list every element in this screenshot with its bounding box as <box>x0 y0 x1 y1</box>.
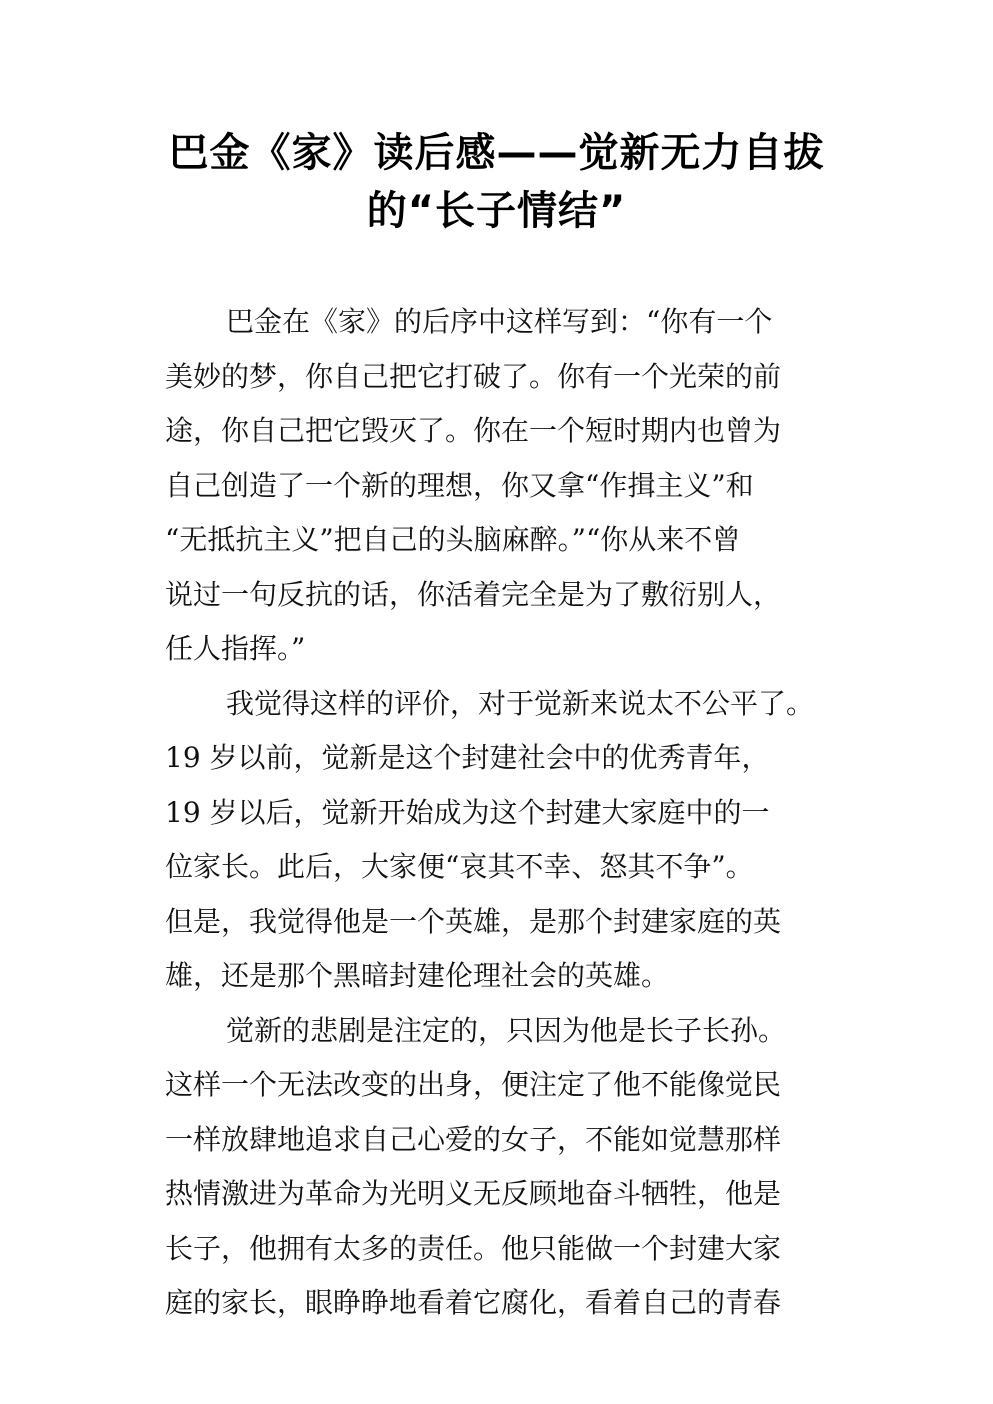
text-line: 一样放肆地追求自己心爱的女子，不能如觉慧那样 <box>165 1122 782 1156</box>
text-line: 位家长。此后，大家便“哀其不幸、怒其不争”。 <box>165 850 754 883</box>
text-line: 觉新的悲剧是注定的，只因为他是长子长孙。 <box>226 1013 787 1047</box>
text-line: “无抵抗主义”把自己的头脑麻醉。”“你从来不曾 <box>165 523 741 556</box>
paragraph <box>165 1004 865 1331</box>
text-line: 19 岁以前，觉新是这个封建社会中的优秀青年， <box>165 741 770 774</box>
text-line: 巴金在《家》的后序中这样写到：“你有一个 <box>226 305 773 338</box>
title-line: 的“长子情结” <box>366 188 627 234</box>
text-line: 美妙的梦，你自己把它打破了。你有一个光荣的前 <box>165 359 782 393</box>
paragraph <box>165 295 865 677</box>
document-title <box>150 124 843 240</box>
text-line: 但是，我觉得他是一个英雄，是那个封建家庭的英 <box>165 904 782 938</box>
text-line: 任人指挥。” <box>165 632 306 665</box>
title-line: 巴金《家》读后感——觉新无力自拔 <box>168 130 825 176</box>
text-line: 长子，他拥有太多的责任。他只能做一个封建大家 <box>165 1231 782 1265</box>
text-line: 雄，还是那个黑暗封建伦理社会的英雄。 <box>165 959 670 992</box>
text-line: 热情激进为革命为光明义无反顾地奋斗牺牲，他是 <box>165 1177 782 1210</box>
text-line: 自己创造了一个新的理想，你又拿“作揖主义”和 <box>165 468 754 502</box>
text-line: 庭的家长，眼睁睁地看着它腐化，看着自己的青春 <box>165 1286 782 1319</box>
paragraph <box>165 677 865 1004</box>
text-line: 19 岁以后，觉新开始成为这个封建大家庭中的一 <box>165 795 770 829</box>
text-line: 这样一个无法改变的出身，便注定了他不能像觉民 <box>165 1068 782 1101</box>
text-line: 说过一句反抗的话，你活着完全是为了敷衍别人， <box>165 577 782 611</box>
text-line: 途，你自己把它毁灭了。你在一个短时期内也曾为 <box>165 414 782 447</box>
text-line: 我觉得这样的评价，对于觉新来说太不公平了。 <box>226 686 815 720</box>
document-body <box>165 295 865 1331</box>
